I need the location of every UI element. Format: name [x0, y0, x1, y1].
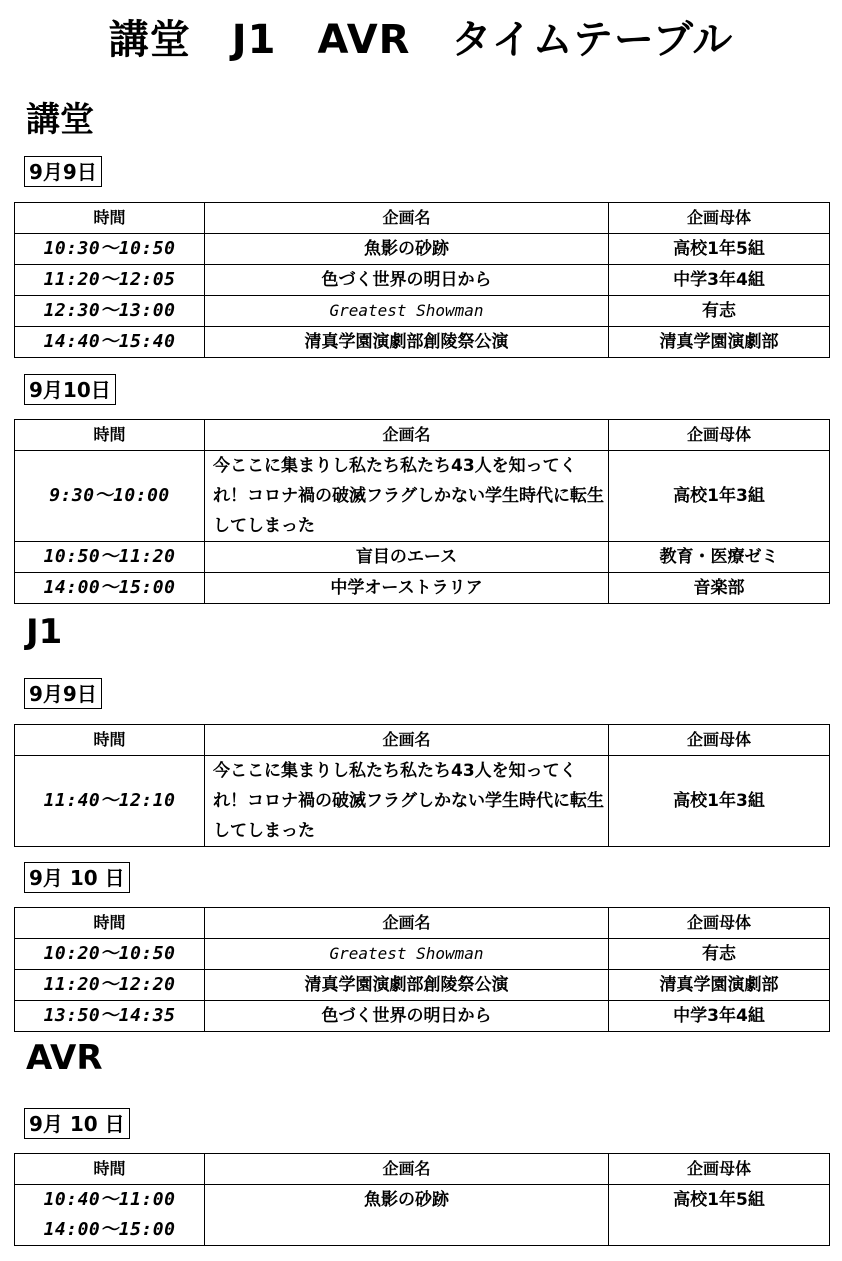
header-name: 企画名	[205, 908, 609, 939]
organizer-cell: 清真学園演劇部	[609, 327, 830, 358]
organizer-cell: 高校1年5組	[609, 1185, 830, 1246]
header-org: 企画母体	[609, 203, 830, 234]
date-label: 9月10日	[24, 374, 116, 405]
time-cell: 10:50～11:20	[15, 542, 205, 573]
time-slot: 14:00～15:00	[43, 1219, 176, 1240]
table-header-row	[15, 908, 830, 939]
event-name-cell: 今ここに集まりし私たち私たち43人を知ってくれ！コロナ禍の破滅フラグしかない学生時代に転生してしまった	[205, 451, 609, 542]
page-title: 講堂 J1 AVR タイムテーブル	[108, 17, 734, 63]
schedule-table	[14, 419, 830, 604]
table-row	[15, 756, 830, 847]
time-cell: 14:40～15:40	[15, 327, 205, 358]
table-row	[15, 265, 830, 296]
organizer-cell: 音楽部	[609, 573, 830, 604]
time-cell: 10:20～10:50	[15, 939, 205, 970]
organizer-cell: 教育・医療ゼミ	[609, 542, 830, 573]
event-name-cell: 色づく世界の明日から	[205, 1001, 609, 1032]
date-label: 9月9日	[24, 156, 102, 187]
time-cell: 11:40～12:10	[15, 756, 205, 847]
event-name-cell: 魚影の砂跡	[205, 234, 609, 265]
time-cell: 13:50～14:35	[15, 1001, 205, 1032]
table-row	[15, 451, 830, 542]
time-cell: 9:30～10:00	[15, 451, 205, 542]
table-row	[15, 573, 830, 604]
table-header-row	[15, 420, 830, 451]
time-cell: 14:00～15:00	[15, 573, 205, 604]
header-org: 企画母体	[609, 908, 830, 939]
header-name: 企画名	[205, 420, 609, 451]
organizer-cell: 中学3年4組	[609, 265, 830, 296]
time-cell: 10:30～10:50	[15, 234, 205, 265]
header-name: 企画名	[205, 725, 609, 756]
section-heading-j1: J1	[26, 612, 63, 652]
event-name-cell: 清真学園演劇部創陵祭公演	[205, 327, 609, 358]
organizer-cell: 有志	[609, 939, 830, 970]
table-row	[15, 234, 830, 265]
time-cell: 11:20～12:20	[15, 970, 205, 1001]
header-name: 企画名	[205, 203, 609, 234]
schedule-table	[14, 724, 830, 847]
organizer-cell: 清真学園演劇部	[609, 970, 830, 1001]
event-name-cell: 清真学園演劇部創陵祭公演	[205, 970, 609, 1001]
date-label: 9月 10 日	[24, 1108, 130, 1139]
time-cell: 11:20～12:05	[15, 265, 205, 296]
time-cell: 12:30～13:00	[15, 296, 205, 327]
header-name: 企画名	[205, 1154, 609, 1185]
event-name-cell: 今ここに集まりし私たち私たち43人を知ってくれ！コロナ禍の破滅フラグしかない学生時代に転生してしまった	[205, 756, 609, 847]
event-name-cell: 色づく世界の明日から	[205, 265, 609, 296]
organizer-cell: 有志	[609, 296, 830, 327]
event-name-cell: 中学オーストラリア	[205, 573, 609, 604]
event-name-cell: 魚影の砂跡	[205, 1185, 609, 1246]
header-time: 時間	[15, 420, 205, 451]
table-header-row	[15, 725, 830, 756]
date-label: 9月 10 日	[24, 862, 130, 893]
schedule-table	[14, 202, 830, 358]
organizer-cell: 高校1年3組	[609, 756, 830, 847]
table-row	[15, 542, 830, 573]
header-org: 企画母体	[609, 725, 830, 756]
table-header-row	[15, 1154, 830, 1185]
organizer-cell: 中学3年4組	[609, 1001, 830, 1032]
table-row	[15, 327, 830, 358]
table-row	[15, 296, 830, 327]
table-header-row	[15, 203, 830, 234]
header-time: 時間	[15, 203, 205, 234]
organizer-cell: 高校1年3組	[609, 451, 830, 542]
event-name-cell: 盲目のエース	[205, 542, 609, 573]
time-slot: 10:40～11:00	[43, 1189, 176, 1210]
time-cell	[15, 1185, 205, 1246]
header-time: 時間	[15, 908, 205, 939]
event-name-cell: Greatest Showman	[205, 296, 609, 327]
header-org: 企画母体	[609, 1154, 830, 1185]
section-heading-avr: AVR	[26, 1038, 103, 1078]
schedule-table	[14, 1153, 830, 1246]
header-org: 企画母体	[609, 420, 830, 451]
table-row	[15, 939, 830, 970]
schedule-table	[14, 907, 830, 1032]
header-time: 時間	[15, 1154, 205, 1185]
date-label: 9月9日	[24, 678, 102, 709]
header-time: 時間	[15, 725, 205, 756]
table-row	[15, 1001, 830, 1032]
table-row	[15, 1185, 830, 1246]
organizer-cell: 高校1年5組	[609, 234, 830, 265]
table-row	[15, 970, 830, 1001]
section-heading-kodo: 講堂	[26, 100, 94, 140]
event-name-cell: Greatest Showman	[205, 939, 609, 970]
